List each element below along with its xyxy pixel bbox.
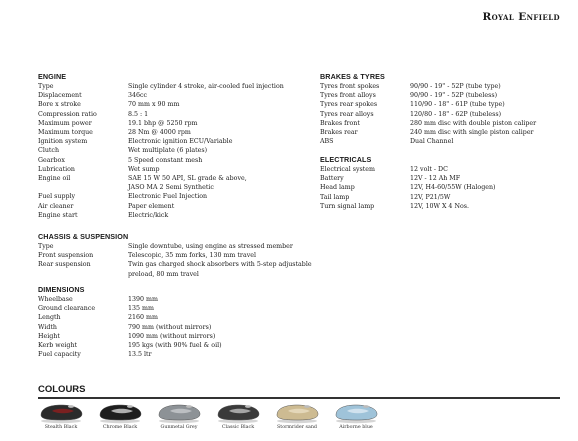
spec-value: 5 Speed constant mesh <box>128 156 203 164</box>
spec-value: Twin gas charged shock absorbers with 5-step adjustable preload, 80 mm travel <box>128 261 312 278</box>
spec-row <box>38 304 222 313</box>
tank-cap <box>304 405 310 408</box>
fuel-tank-icon <box>274 402 320 424</box>
spec-value: 280 mm disc with double piston caliper <box>410 119 537 127</box>
fuel-tank-icon <box>97 402 143 424</box>
spec-row <box>320 137 536 146</box>
spec-row <box>38 295 222 304</box>
spec-value: 12V, H4-60/55W (Halogen) <box>410 184 496 192</box>
spec-value: 2160 mm <box>128 314 158 322</box>
spec-label: Ignition system <box>38 138 88 146</box>
engine-specs <box>38 82 284 220</box>
spec-label: Tail lamp <box>320 193 350 201</box>
chassis-title: CHASSIS & SUSPENSION <box>38 232 129 241</box>
spec-label: Compression ratio <box>38 110 97 118</box>
spec-value: 346cc <box>128 92 148 100</box>
spec-label: Tyres front spokes <box>320 83 380 90</box>
spec-label: Engine start <box>38 211 78 219</box>
spec-value: 120/80 - 18" - 62P (tubeless) <box>410 110 502 118</box>
colour-swatch <box>148 402 210 430</box>
spec-value: Wet sump <box>128 165 160 173</box>
spec-label: Maximum power <box>38 119 92 127</box>
colour-swatch <box>30 402 92 430</box>
spec-label: Maximum torque <box>38 129 93 137</box>
spec-label: Turn signal lamp <box>320 202 375 210</box>
spec-value: 8.5 : 1 <box>128 110 149 118</box>
spec-label: Electrical system <box>320 166 375 173</box>
tank-cap <box>127 405 133 408</box>
spec-value: 70 mm x 90 mm <box>128 101 180 109</box>
colour-swatch <box>89 402 151 430</box>
spec-value: 90/90 - 19" - 52P (tube type) <box>410 83 501 90</box>
spec-label: Bore x stroke <box>38 101 81 109</box>
spec-value: 12V, 10W X 4 Nos. <box>410 202 469 210</box>
chassis-specs <box>38 242 312 279</box>
spec-value: Electronic ignition ECU/Variable <box>128 138 233 146</box>
spec-value: 195 kgs (with 90% fuel & oil) <box>128 342 222 350</box>
colour-name: Classic Black <box>221 425 255 430</box>
spec-value: 19.1 bhp @ 5250 rpm <box>128 119 198 127</box>
spec-label: Ground clearance <box>38 305 96 313</box>
spec-value: Wet multiplate (6 plates) <box>128 147 208 155</box>
spec-row <box>38 156 284 165</box>
spec-value: Electronic Fuel Injection <box>128 193 208 201</box>
spec-row <box>38 119 284 128</box>
spec-value: Single downtube, using engine as stressed member <box>128 243 293 250</box>
spec-row <box>38 323 222 332</box>
tank-cap <box>186 405 192 408</box>
spec-value: 13.5 ltr <box>128 351 152 359</box>
spec-row <box>320 174 495 183</box>
colour-swatch <box>325 402 387 430</box>
spec-label: Front suspension <box>38 252 94 260</box>
brand-logo: Royal Enfield <box>482 11 560 23</box>
spec-label: Displacement <box>38 92 82 100</box>
dimensions-specs <box>38 295 222 359</box>
spec-value: Electric/kick <box>128 211 169 219</box>
spec-row <box>38 242 312 251</box>
spec-label: Head lamp <box>320 184 355 192</box>
spec-label: Rear suspension <box>38 261 91 269</box>
fuel-tank-icon <box>38 402 84 424</box>
spec-label: Gearbox <box>38 156 65 164</box>
spec-label: Tyres rear alloys <box>320 110 374 118</box>
colours-divider <box>38 397 560 399</box>
spec-row <box>320 193 495 202</box>
spec-row <box>320 110 536 119</box>
spec-row <box>38 260 312 278</box>
spec-label: Type <box>38 83 54 90</box>
spec-row <box>320 202 495 211</box>
spec-value: 28 Nm @ 4000 rpm <box>128 129 191 137</box>
spec-label: Brakes front <box>320 119 360 127</box>
spec-row <box>320 100 536 109</box>
spec-label: Type <box>38 243 54 250</box>
spec-label: ABS <box>320 138 334 146</box>
spec-row <box>320 183 495 192</box>
spec-row <box>38 82 284 91</box>
electricals-title: ELECTRICALS <box>320 155 372 164</box>
spec-value: Paper element <box>128 202 175 210</box>
colour-name: Chrome Black <box>102 425 138 430</box>
spec-row <box>320 128 536 137</box>
spec-value: Single cylinder 4 stroke, air-cooled fuel injection <box>128 83 284 90</box>
spec-value: Telescopic, 35 mm forks, 130 mm travel <box>128 252 256 260</box>
fuel-tank-icon <box>333 402 379 424</box>
spec-label: Engine oil <box>38 175 71 183</box>
spec-label: Wheelbase <box>38 296 73 303</box>
spec-value: SAE 15 W 50 API, SL grade & above, JASO MA 2 Semi Synthetic <box>128 175 247 192</box>
colour-name: Gunmetal Grey <box>160 425 198 430</box>
colour-name: Stealth Black <box>44 425 78 430</box>
spec-value: 110/90 - 18" - 61P (tube type) <box>410 101 505 109</box>
colour-swatch <box>266 402 328 430</box>
spec-value: 135 mm <box>128 305 154 313</box>
dimensions-title: DIMENSIONS <box>38 285 85 294</box>
engine-title: ENGINE <box>38 72 67 81</box>
spec-row <box>38 110 284 119</box>
spec-row <box>38 313 222 322</box>
spec-label: Fuel supply <box>38 193 76 201</box>
spec-row <box>38 165 284 174</box>
fuel-tank-icon <box>215 402 261 424</box>
spec-value: Dual Channel <box>410 138 454 146</box>
fuel-tank-icon <box>156 402 202 424</box>
spec-label: Tyres rear spokes <box>320 101 378 109</box>
colour-name: Airborne blue <box>339 425 373 430</box>
spec-label: Air cleaner <box>38 202 74 210</box>
spec-row <box>38 137 284 146</box>
spec-row <box>38 128 284 137</box>
brakes-specs <box>320 82 536 146</box>
spec-row <box>320 91 536 100</box>
spec-label: Brakes rear <box>320 129 358 137</box>
tank-cap <box>363 405 369 408</box>
spec-label: Clutch <box>38 147 59 155</box>
spec-value: 12V - 12 Ah MF <box>410 175 461 183</box>
spec-value: 790 mm (without mirrors) <box>128 323 212 331</box>
spec-label: Lubrication <box>38 165 75 173</box>
spec-value: 240 mm disc with single piston caliper <box>410 129 534 137</box>
brakes-title: BRAKES & TYRES <box>320 72 385 81</box>
spec-row <box>320 165 495 174</box>
spec-value: 12 volt - DC <box>410 166 448 173</box>
spec-label: Height <box>38 332 60 340</box>
spec-row <box>320 82 536 91</box>
spec-row <box>38 251 312 260</box>
spec-label: Kerb weight <box>38 342 78 350</box>
spec-row <box>38 211 284 220</box>
spec-label: Width <box>38 323 57 331</box>
spec-value: 90/90 - 19" - 52P (tubeless) <box>410 92 498 100</box>
spec-value: 12V, P21/5W <box>410 193 451 201</box>
spec-row <box>38 202 284 211</box>
spec-row <box>38 100 284 109</box>
colour-swatch <box>207 402 269 430</box>
tank-cap <box>245 405 251 408</box>
spec-value: 1390 mm <box>128 296 158 303</box>
spec-label: Length <box>38 314 61 322</box>
tank-cap <box>68 405 74 408</box>
spec-label: Fuel capacity <box>38 351 81 359</box>
spec-label: Tyres front alloys <box>320 92 376 100</box>
spec-label: Battery <box>320 175 344 183</box>
spec-row <box>38 192 284 201</box>
spec-value: 1090 mm (without mirrors) <box>128 332 216 340</box>
spec-row <box>38 146 284 155</box>
colour-name: Stormrider sand <box>277 425 317 430</box>
colours-title: COLOURS <box>38 384 86 395</box>
spec-row <box>38 332 222 341</box>
electricals-specs <box>320 165 495 211</box>
spec-row <box>38 91 284 100</box>
spec-row <box>320 119 536 128</box>
spec-row <box>38 174 284 192</box>
spec-row <box>38 350 222 359</box>
spec-row <box>38 341 222 350</box>
